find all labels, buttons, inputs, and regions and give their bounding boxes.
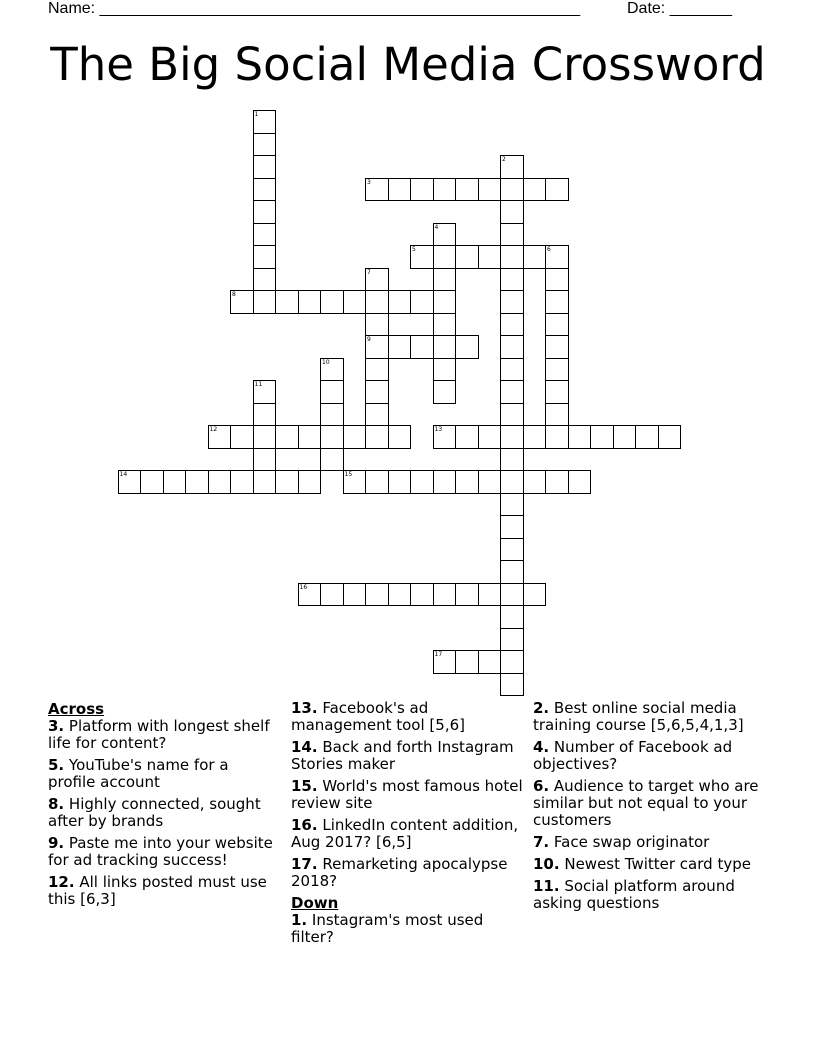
grid-cell[interactable] bbox=[500, 673, 524, 697]
grid-cell[interactable] bbox=[478, 425, 502, 449]
clue-across-16: 16. LinkedIn content addition, Aug 2017? [6,5] bbox=[291, 816, 519, 851]
grid-cell[interactable] bbox=[298, 425, 322, 449]
clue-number: 14 bbox=[119, 471, 128, 478]
grid-cell[interactable] bbox=[365, 583, 389, 607]
grid-cell[interactable] bbox=[410, 335, 434, 359]
grid-cell[interactable] bbox=[523, 245, 547, 269]
grid-cell[interactable] bbox=[343, 425, 367, 449]
grid-cell[interactable] bbox=[185, 470, 209, 494]
grid-cell[interactable] bbox=[320, 290, 344, 314]
grid-cell[interactable] bbox=[500, 425, 524, 449]
grid-cell[interactable] bbox=[455, 470, 479, 494]
grid-cell[interactable] bbox=[410, 245, 434, 269]
clue-across-14: 14. Back and forth Instagram Stories maker bbox=[291, 738, 514, 773]
name-field[interactable]: Name: ______________________________________________________ bbox=[48, 0, 581, 17]
grid-cell[interactable] bbox=[388, 335, 412, 359]
grid-cell[interactable] bbox=[253, 178, 277, 202]
grid-cell[interactable] bbox=[275, 290, 299, 314]
grid-cell[interactable] bbox=[545, 335, 569, 359]
grid-cell[interactable] bbox=[478, 178, 502, 202]
date-field[interactable]: Date: _______ bbox=[627, 0, 732, 17]
grid-cell[interactable] bbox=[658, 425, 682, 449]
grid-cell[interactable] bbox=[500, 358, 524, 382]
clue-across-8: 8. Highly connected, sought after by brands bbox=[48, 795, 261, 830]
grid-cell[interactable] bbox=[500, 268, 524, 292]
clues-column-1 bbox=[48, 700, 280, 913]
grid-cell[interactable] bbox=[433, 335, 457, 359]
clue-down-6: 6. Audience to target who are similar but not equal to your customers bbox=[533, 777, 759, 829]
grid-cell[interactable] bbox=[523, 470, 547, 494]
grid-cell[interactable] bbox=[433, 223, 457, 247]
clue-down-11: 11. Social platform around asking questions bbox=[533, 877, 735, 912]
grid-cell[interactable] bbox=[455, 650, 479, 674]
grid-cell[interactable] bbox=[298, 583, 322, 607]
clue-down-10: 10. Newest Twitter card type bbox=[533, 855, 751, 873]
grid-cell[interactable] bbox=[365, 268, 389, 292]
grid-cell[interactable] bbox=[320, 403, 344, 427]
grid-cell[interactable] bbox=[500, 448, 524, 472]
grid-cell[interactable] bbox=[253, 133, 277, 157]
grid-cell[interactable] bbox=[433, 380, 457, 404]
clues-column-3 bbox=[533, 700, 768, 917]
grid-cell[interactable] bbox=[320, 583, 344, 607]
grid-cell[interactable] bbox=[365, 425, 389, 449]
clue-number: 7 bbox=[367, 268, 371, 276]
grid-cell[interactable] bbox=[545, 403, 569, 427]
grid-cell[interactable] bbox=[118, 470, 142, 494]
clues-column-2 bbox=[291, 700, 523, 951]
grid-cell[interactable] bbox=[500, 290, 524, 314]
grid-cell[interactable] bbox=[500, 403, 524, 427]
grid-cell[interactable] bbox=[545, 268, 569, 292]
clue-number: 8 bbox=[232, 291, 236, 298]
grid-cell[interactable] bbox=[253, 110, 277, 134]
grid-cell[interactable] bbox=[320, 358, 344, 382]
grid-cell[interactable] bbox=[500, 605, 524, 629]
grid-cell[interactable] bbox=[500, 223, 524, 247]
grid-cell[interactable] bbox=[365, 178, 389, 202]
grid-cell[interactable] bbox=[590, 425, 614, 449]
grid-cell[interactable] bbox=[320, 425, 344, 449]
grid-cell[interactable] bbox=[545, 358, 569, 382]
grid-cell[interactable] bbox=[545, 313, 569, 337]
clue-across-13: 13. Facebook's ad management tool [5,6] bbox=[291, 699, 465, 734]
grid-cell[interactable] bbox=[343, 290, 367, 314]
clue-number: 5 bbox=[412, 246, 416, 253]
grid-cell[interactable] bbox=[253, 223, 277, 247]
clue-across-12: 12. All links posted must use this [6,3] bbox=[48, 873, 267, 908]
page-title: The Big Social Media Crossword bbox=[50, 38, 766, 91]
clue-across-5: 5. YouTube's name for a profile account bbox=[48, 756, 229, 791]
grid-cell[interactable] bbox=[365, 290, 389, 314]
grid-cell[interactable] bbox=[365, 335, 389, 359]
grid-cell[interactable] bbox=[478, 245, 502, 269]
grid-cell[interactable] bbox=[343, 470, 367, 494]
grid-cell[interactable] bbox=[410, 583, 434, 607]
grid-cell[interactable] bbox=[500, 650, 524, 674]
grid-cell[interactable] bbox=[433, 178, 457, 202]
clue-number: 17 bbox=[434, 651, 443, 658]
grid-cell[interactable] bbox=[433, 268, 457, 292]
grid-cell[interactable] bbox=[545, 178, 569, 202]
grid-cell[interactable] bbox=[388, 425, 412, 449]
grid-cell[interactable] bbox=[298, 290, 322, 314]
grid-cell[interactable] bbox=[433, 470, 457, 494]
grid-cell[interactable] bbox=[320, 448, 344, 472]
clue-number: 11 bbox=[254, 381, 263, 388]
grid-cell[interactable] bbox=[635, 425, 659, 449]
grid-cell[interactable] bbox=[365, 403, 389, 427]
grid-cell[interactable] bbox=[500, 560, 524, 584]
grid-cell[interactable] bbox=[500, 380, 524, 404]
grid-cell[interactable] bbox=[320, 380, 344, 404]
grid-cell[interactable] bbox=[545, 290, 569, 314]
grid-cell[interactable] bbox=[568, 425, 592, 449]
clue-across-3: 3. Platform with longest shelf life for content? bbox=[48, 717, 270, 752]
clue-down-4: 4. Number of Facebook ad objectives? bbox=[533, 738, 733, 773]
grid-cell[interactable] bbox=[545, 425, 569, 449]
grid-cell[interactable] bbox=[253, 290, 277, 314]
grid-cell[interactable] bbox=[253, 470, 277, 494]
grid-cell[interactable] bbox=[388, 470, 412, 494]
grid-cell[interactable] bbox=[230, 470, 254, 494]
clue-number: 15 bbox=[344, 471, 353, 478]
clue-number: 3 bbox=[367, 178, 371, 186]
clue-number: 4 bbox=[434, 223, 439, 231]
grid-cell[interactable] bbox=[433, 425, 457, 449]
grid-cell[interactable] bbox=[253, 380, 277, 404]
grid-cell[interactable] bbox=[500, 313, 524, 337]
grid-cell[interactable] bbox=[230, 290, 254, 314]
down-heading: Down bbox=[291, 894, 339, 912]
grid-cell[interactable] bbox=[523, 583, 547, 607]
clue-number: 1 bbox=[254, 111, 259, 118]
grid-cell[interactable] bbox=[275, 470, 299, 494]
grid-cell[interactable] bbox=[253, 268, 277, 292]
grid-cell[interactable] bbox=[253, 403, 277, 427]
grid-cell[interactable] bbox=[410, 290, 434, 314]
grid-cell[interactable] bbox=[163, 470, 187, 494]
grid-cell[interactable] bbox=[545, 245, 569, 269]
grid-cell[interactable] bbox=[478, 650, 502, 674]
clue-number: 9 bbox=[367, 336, 371, 343]
grid-cell[interactable] bbox=[500, 538, 524, 562]
grid-cell[interactable] bbox=[275, 425, 299, 449]
grid-cell[interactable] bbox=[568, 470, 592, 494]
clue-across-17: 17. Remarketing apocalypse 2018? bbox=[291, 855, 508, 890]
grid-cell[interactable] bbox=[478, 583, 502, 607]
grid-cell[interactable] bbox=[388, 178, 412, 202]
grid-cell[interactable] bbox=[523, 178, 547, 202]
grid-cell[interactable] bbox=[230, 425, 254, 449]
grid-cell[interactable] bbox=[365, 380, 389, 404]
grid-cell[interactable] bbox=[343, 583, 367, 607]
clue-across-15: 15. World's most famous hotel review site bbox=[291, 777, 523, 812]
grid-cell[interactable] bbox=[455, 425, 479, 449]
grid-cell[interactable] bbox=[500, 628, 524, 652]
grid-cell[interactable] bbox=[253, 200, 277, 224]
grid-cell[interactable] bbox=[478, 470, 502, 494]
clue-number: 16 bbox=[299, 583, 308, 591]
grid-cell[interactable] bbox=[253, 448, 277, 472]
clue-down-7: 7. Face swap originator bbox=[533, 833, 710, 851]
grid-cell[interactable] bbox=[545, 380, 569, 404]
grid-cell[interactable] bbox=[500, 515, 524, 539]
grid-cell[interactable] bbox=[455, 583, 479, 607]
grid-cell[interactable] bbox=[433, 313, 457, 337]
grid-cell[interactable] bbox=[253, 155, 277, 179]
clue-number: 2 bbox=[502, 156, 506, 163]
grid-cell[interactable] bbox=[455, 178, 479, 202]
grid-cell[interactable] bbox=[433, 650, 457, 674]
grid-cell[interactable] bbox=[253, 245, 277, 269]
grid-cell[interactable] bbox=[455, 245, 479, 269]
grid-cell[interactable] bbox=[500, 335, 524, 359]
grid-cell[interactable] bbox=[500, 470, 524, 494]
grid-cell[interactable] bbox=[523, 425, 547, 449]
grid-cell[interactable] bbox=[140, 470, 164, 494]
grid-cell[interactable] bbox=[433, 290, 457, 314]
grid-cell[interactable] bbox=[208, 470, 232, 494]
grid-cell[interactable] bbox=[613, 425, 637, 449]
grid-cell[interactable] bbox=[433, 358, 457, 382]
grid-cell[interactable] bbox=[365, 313, 389, 337]
clue-across-9: 9. Paste me into your website for ad tracking success! bbox=[48, 834, 273, 869]
grid-cell[interactable] bbox=[388, 290, 412, 314]
grid-cell[interactable] bbox=[365, 470, 389, 494]
grid-cell[interactable] bbox=[365, 358, 389, 382]
grid-cell[interactable] bbox=[500, 155, 524, 179]
clue-number: 12 bbox=[209, 426, 218, 433]
grid-cell[interactable] bbox=[433, 583, 457, 607]
grid-cell[interactable] bbox=[253, 425, 277, 449]
grid-cell[interactable] bbox=[388, 583, 412, 607]
grid-cell[interactable] bbox=[298, 470, 322, 494]
clue-number: 10 bbox=[322, 358, 330, 366]
grid-cell[interactable] bbox=[545, 470, 569, 494]
grid-cell[interactable] bbox=[500, 493, 524, 517]
grid-cell[interactable] bbox=[410, 470, 434, 494]
grid-cell[interactable] bbox=[433, 245, 457, 269]
grid-cell[interactable] bbox=[500, 583, 524, 607]
grid-cell[interactable] bbox=[410, 178, 434, 202]
clue-down-2: 2. Best online social media training course [5,6,5,4,1,3] bbox=[533, 699, 744, 734]
grid-cell[interactable] bbox=[500, 178, 524, 202]
clue-number: 6 bbox=[547, 246, 551, 253]
grid-cell[interactable] bbox=[455, 335, 479, 359]
clue-number: 13 bbox=[434, 426, 443, 433]
grid-cell[interactable] bbox=[500, 245, 524, 269]
grid-cell[interactable] bbox=[500, 200, 524, 224]
grid-cell[interactable] bbox=[208, 425, 232, 449]
across-heading: Across bbox=[48, 700, 105, 718]
clue-down-1: 1. Instagram's most used filter? bbox=[291, 911, 484, 946]
